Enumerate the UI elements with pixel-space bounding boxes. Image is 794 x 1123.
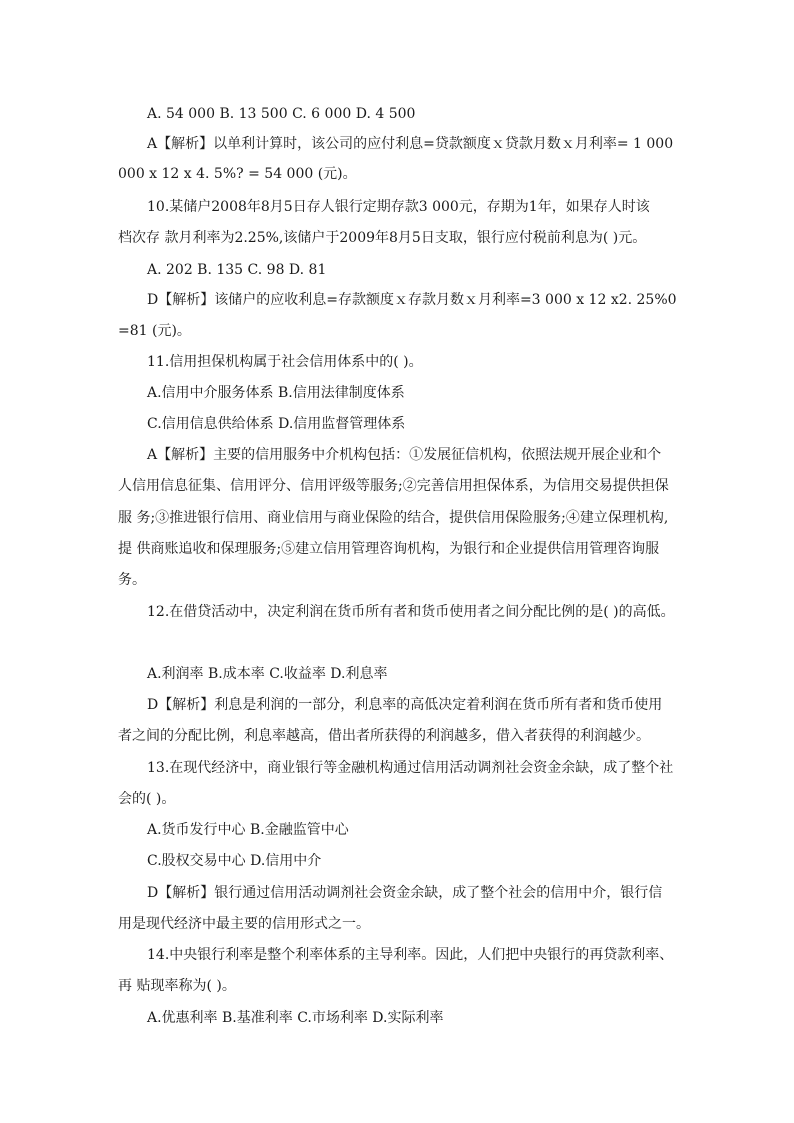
q13-analysis-line-2: 用是现代经济中最主要的信用形式之一。: [118, 916, 370, 932]
q11-analysis-line-2: 人信用信息征集、信用评分、信用评级等服务;②完善信用担保体系，为信用交易提供担保: [118, 478, 669, 494]
q10-stem-line-2: 档次存 款月利率为2.25%,该储户于2009年8月5日支取，银行应付税前利息为( )元。: [118, 230, 647, 246]
q11-analysis-line-5: 务。: [118, 572, 146, 588]
q14-stem-line-1: 14.中央银行利率是整个利率体系的主导利率。因此，人们把中央银行的再贷款利率、: [147, 947, 674, 963]
q13-options-line-1: A.货币发行中心 B.金融监管中心: [147, 822, 349, 838]
q14-options: A.优惠利率 B.基准利率 C.市场利率 D.实际利率: [147, 1010, 444, 1026]
q9-options: A. 54 000 B. 13 500 C. 6 000 D. 4 500: [147, 106, 416, 122]
q14-stem-line-2: 再 贴现率称为( )。: [118, 978, 236, 994]
q11-options-line-2: C.信用信息供给体系 D.信用监督管理体系: [147, 416, 406, 432]
q12-stem: 12.在借贷活动中，决定利润在货币所有者和货币使用者之间分配比例的是( )的高低。: [147, 604, 675, 620]
q11-options-line-1: A.信用中介服务体系 B.信用法律制度体系: [147, 385, 405, 401]
q12-options: A.利润率 B.成本率 C.收益率 D.利息率: [147, 666, 388, 682]
q10-analysis-line-2: =81 (元)。: [118, 323, 191, 339]
q10-options: A. 202 B. 135 C. 98 D. 81: [147, 262, 327, 278]
q10-analysis-line-1: D【解析】该储户的应收利息=存款额度ｘ存款月数ｘ月利率=3 000 x 12 x2. 25%0: [147, 292, 677, 308]
q12-analysis-line-1: D【解析】利息是利润的一部分，利息率的高低决定着利润在货币所有者和货币使用: [147, 697, 663, 713]
q13-options-line-2: C.股权交易中心 D.信用中介: [147, 853, 322, 869]
q11-analysis-line-4: 提 供商账追收和保理服务;⑤建立信用管理咨询机构，为银行和企业提供信用管理咨询服: [118, 541, 660, 557]
q13-analysis-line-1: D【解析】银行通过信用活动调剂社会资金余缺，成了整个社会的信用中介，银行信: [147, 885, 663, 901]
q9-analysis-line-1: A【解析】以单利计算时，该公司的应付利息=贷款额度ｘ贷款月数ｘ月利率= 1 000: [147, 136, 674, 152]
q9-analysis-line-2: 000 x 12 x 4. 5%? = 54 000 (元)。: [118, 166, 357, 182]
q10-stem-line-1: 10.某储户2008年8月5日存人银行定期存款3 000元，存期为1年，如果存人时该: [147, 199, 650, 215]
q11-analysis-line-1: A【解析】主要的信用服务中介机构包括：①发展征信机构，依照法规开展企业和个: [147, 447, 662, 463]
q13-stem-line-2: 会的( )。: [118, 791, 176, 807]
q13-stem-line-1: 13.在现代经济中，商业银行等金融机构通过信用活动调剂社会资金余缺，成了整个社: [147, 760, 674, 776]
q11-analysis-line-3: 服 务;③推进银行信用、商业信用与商业保险的结合，提供信用保险服务;④建立保理机构,: [118, 510, 669, 526]
q12-analysis-line-2: 者之间的分配比例，利息率越高，借出者所获得的利润越多，借入者获得的利润越少。: [118, 728, 650, 744]
q11-stem: 11.信用担保机构属于社会信用体系中的( )。: [147, 354, 423, 370]
